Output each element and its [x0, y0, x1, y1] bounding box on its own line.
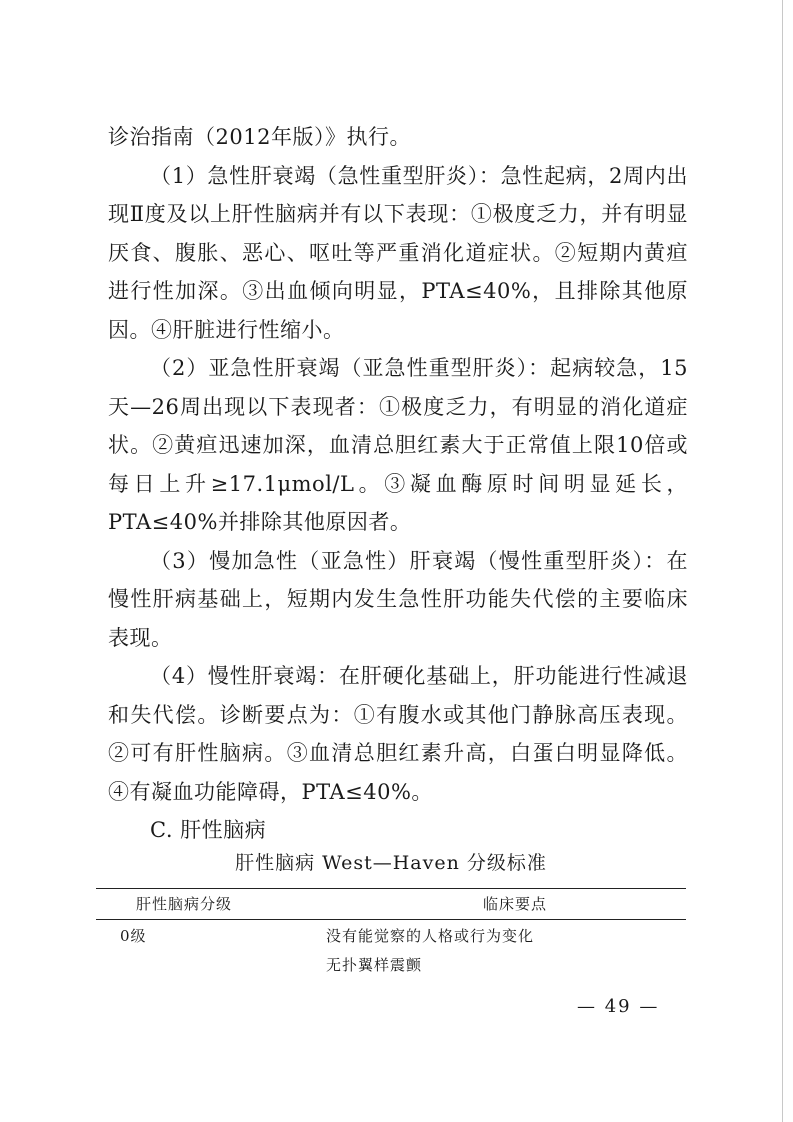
table-header-grade: 肝性脑病分级: [96, 889, 326, 920]
paragraph-acute-on-chronic-liver-failure: （3）慢加急性（亚急性）肝衰竭（慢性重型肝炎）：在慢性肝病基础上，短期内发生急性肝功能失代偿的主要临床表现。: [108, 548, 688, 650]
table-row: [96, 920, 686, 981]
clinical-point-line: 没有能觉察的人格或行为变化: [326, 927, 535, 945]
table-caption: 肝性脑病 West—Haven 分级标准: [235, 852, 547, 874]
clinical-point-line: 无扑翼样震颤: [326, 956, 423, 974]
section-heading-hepatic-encephalopathy: C. 肝性脑病: [150, 818, 267, 842]
page-number: — 49 —: [577, 996, 660, 1017]
table-cell-grade: 0级: [120, 927, 147, 945]
west-haven-grading-table: [96, 888, 686, 980]
paragraph-continuation: 诊治指南（2012年版）》执行。: [108, 125, 411, 149]
table-header-row: [96, 889, 686, 920]
table-header-clinical-points: 临床要点: [326, 889, 686, 920]
table-cell-clinical-points: [326, 920, 686, 981]
page-edge-line: [782, 0, 783, 1122]
paragraph-acute-liver-failure: （1）急性肝衰竭（急性重型肝炎）：急性起病，2周内出现Ⅱ度及以上肝性脑病并有以下表现：①极度乏力，并有明显厌食、腹胀、恶心、呕吐等严重消化道症状。②短期内黄疸进行性加深。③出血倾向明显，PTA≤40%，且排除其他原因。④肝脏进行性缩小。: [108, 163, 688, 342]
paragraph-subacute-liver-failure: （2）亚急性肝衰竭（亚急性重型肝炎）：起病较急，15天—26周出现以下表现者：①极度乏力，有明显的消化道症状。②黄疸迅速加深，血清总胆红素大于正常值上限10倍或每日上升≥17.1μmol/L。③凝血酶原时间明显延长，PTA≤40%并排除其他原因者。: [108, 356, 688, 534]
document-body: [108, 118, 688, 850]
paragraph-chronic-liver-failure: （4）慢性肝衰竭：在肝硬化基础上，肝功能进行性减退和失代偿。诊断要点为：①有腹水或其他门静脉高压表现。②可有肝性脑病。③血清总胆红素升高，白蛋白明显降低。④有凝血功能障碍，PTA≤40%。: [108, 664, 688, 804]
